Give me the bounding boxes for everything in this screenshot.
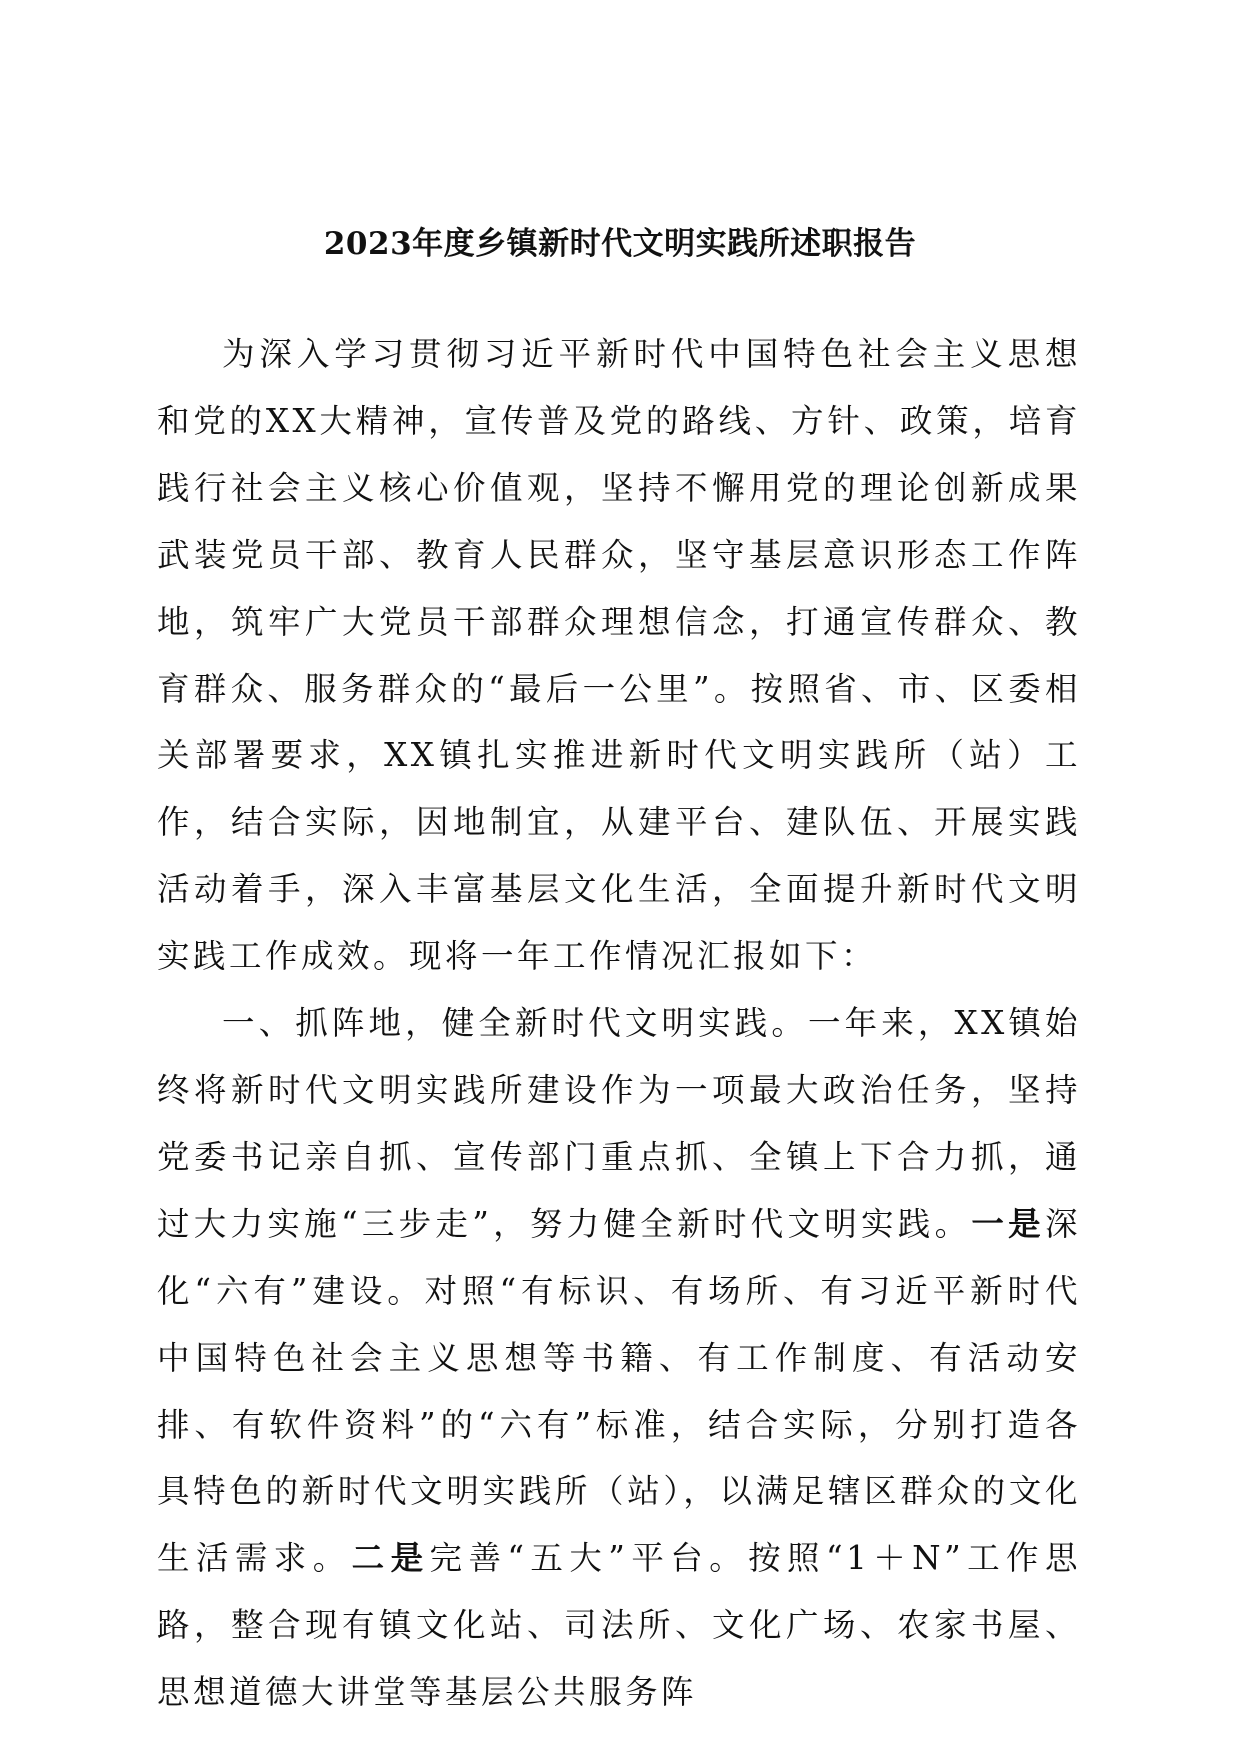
paragraph-intro: 为深入学习贯彻习近平新时代中国特色社会主义思想和党的XX大精神，宣传普及党的路线、方针、政策，培育践行社会主义核心价值观，坚持不懈用党的理论创新成果武装党员干部、教育人民群众，坚守基层意识形态工作阵地，筑牢广大党员干部群众理想信念，打通宣传群众、教育群众、服务群众的“最后一公里”。按照省、市、区委相关部署要求，XX镇扎实推进新时代文明实践所（站）工作，结合实际，因地制宜，从建平台、建队伍、开展实践活动着手，深入丰富基层文化生活，全面提升新时代文明实践工作成效。现将一年工作情况汇报如下： [157,335,1081,976]
document-title: 2023年度乡镇新时代文明实践所述职报告 [323,226,917,262]
point-one-text: 深化“六有”建设。对照“有标识、有场所、有习近平新时代中国特色社会主义思想等书籍、有工作制度、有活动安排、有软件资料”的“六有”标准，结合实际，分别打造各具特色的新时代文明实践所（站），以满足辖区群众的文化生活需求。 [157,1204,1081,1578]
point-two-text: 完善“五大”平台。按照“1＋N”工作思路，整合现有镇文化站、司法所、文化广场、农家书屋、思想道德大讲堂等基层公共服务阵 [157,1539,1081,1712]
document-body [157,321,1081,1726]
point-one-label: 一是 [971,1203,1045,1243]
section-one-intro: 一、抓阵地，健全新时代文明实践。一年来，XX镇始终将新时代文明实践所建设作为一项最大政治任务，坚持党委书记亲自抓、宣传部门重点抓、全镇上下合力抓，通过大力实施“三步走”，努力健全新时代文明实践。 [157,1004,1081,1243]
point-two-label: 二是 [351,1538,430,1578]
paragraph-section-one [157,990,1081,1726]
